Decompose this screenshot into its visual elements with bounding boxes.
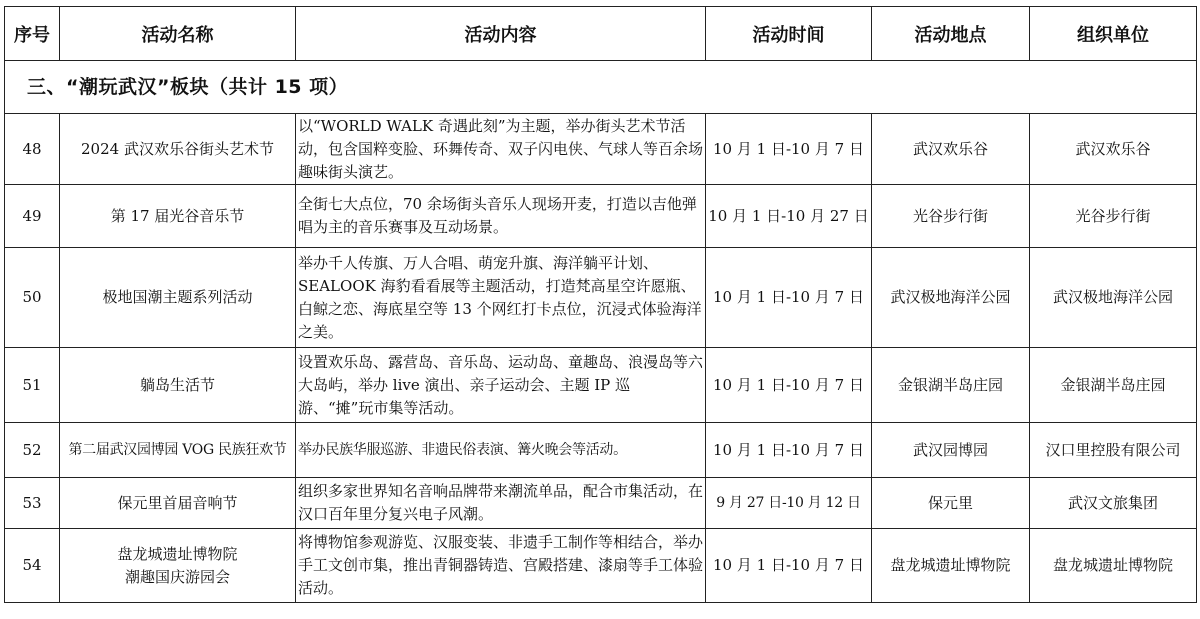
table-row	[5, 423, 1197, 478]
table-row	[5, 478, 1197, 529]
row-name	[60, 114, 296, 185]
row-place: 保元里	[872, 478, 1030, 529]
header-org: 组织单位	[1030, 7, 1197, 61]
row-num: 50	[5, 248, 60, 348]
header-num: 序号	[5, 7, 60, 61]
row-name-line: 第二届武汉园博园 VOG 民族狂欢节	[68, 441, 287, 458]
row-name	[60, 348, 296, 423]
row-content: 以“WORLD WALK 奇遇此刻”为主题，举办街头艺术节活动，包含国粹变脸、环舞传奇、双子闪电侠、气球人等百余场趣味街头演艺。	[296, 114, 706, 185]
row-org: 光谷步行街	[1030, 185, 1197, 248]
row-time: 10 月 1 日-10 月 7 日	[706, 423, 872, 478]
section-row	[5, 61, 1197, 114]
header-time: 活动时间	[706, 7, 872, 61]
row-content: 全街七大点位，70 余场街头音乐人现场开麦，打造以吉他弹唱为主的音乐赛事及互动场景。	[296, 185, 706, 248]
row-content: 举办千人传旗、万人合唱、萌宠升旗、海洋躺平计划、SEALOOK 海豹看看展等主题活动，打造梵高星空许愿瓶、白鲸之恋、海底星空等 13 个网红打卡点位，沉浸式体验海洋之美。	[296, 248, 706, 348]
header-row	[5, 7, 1197, 61]
row-org: 汉口里控股有限公司	[1030, 423, 1197, 478]
row-name-line: 盘龙城遗址博物院	[117, 544, 238, 563]
row-num: 48	[5, 114, 60, 185]
row-org: 金银湖半岛庄园	[1030, 348, 1197, 423]
row-org: 武汉欢乐谷	[1030, 114, 1197, 185]
row-num: 51	[5, 348, 60, 423]
row-name	[60, 185, 296, 248]
row-place: 武汉园博园	[872, 423, 1030, 478]
row-place: 光谷步行街	[872, 185, 1030, 248]
row-name-line: 第 17 届光谷音乐节	[110, 206, 245, 225]
table-row	[5, 185, 1197, 248]
row-name-line: 躺岛生活节	[139, 375, 215, 394]
header-name: 活动名称	[60, 7, 296, 61]
row-num: 53	[5, 478, 60, 529]
row-name-line: 保元里首届音响节	[117, 493, 238, 512]
table-row	[5, 529, 1197, 603]
row-place: 盘龙城遗址博物院	[872, 529, 1030, 603]
row-time: 10 月 1 日-10 月 27 日	[706, 185, 872, 248]
row-name-line: 2024 武汉欢乐谷街头艺术节	[81, 139, 274, 158]
row-num: 49	[5, 185, 60, 248]
row-name	[60, 478, 296, 529]
row-name	[60, 248, 296, 348]
row-name-line: 极地国潮主题系列活动	[102, 288, 253, 306]
row-org: 盘龙城遗址博物院	[1030, 529, 1197, 603]
row-place: 武汉极地海洋公园	[872, 248, 1030, 348]
row-time: 9 月 27 日-10 月 12 日	[706, 478, 872, 529]
header-place: 活动地点	[872, 7, 1030, 61]
row-time: 10 月 1 日-10 月 7 日	[706, 529, 872, 603]
section-title: 三、“潮玩武汉”板块（共计 15 项）	[5, 61, 1197, 114]
row-name-line: 潮趣国庆游园会	[124, 567, 230, 586]
row-place: 金银湖半岛庄园	[872, 348, 1030, 423]
row-time: 10 月 1 日-10 月 7 日	[706, 348, 872, 423]
row-num: 54	[5, 529, 60, 603]
table-row	[5, 248, 1197, 348]
row-org: 武汉文旅集团	[1030, 478, 1197, 529]
row-name	[60, 423, 296, 478]
row-name	[60, 529, 296, 603]
row-org: 武汉极地海洋公园	[1030, 248, 1197, 348]
header-content: 活动内容	[296, 7, 706, 61]
row-time: 10 月 1 日-10 月 7 日	[706, 114, 872, 185]
row-place: 武汉欢乐谷	[872, 114, 1030, 185]
row-num: 52	[5, 423, 60, 478]
table-row	[5, 348, 1197, 423]
row-content: 设置欢乐岛、露营岛、音乐岛、运动岛、童趣岛、浪漫岛等六大岛屿，举办 live 演出、亲子运动会、主题 IP 巡游、“摊”玩市集等活动。	[296, 348, 706, 423]
row-content: 组织多家世界知名音响品牌带来潮流单品，配合市集活动，在汉口百年里分复兴电子风潮。	[296, 478, 706, 529]
table-row	[5, 114, 1197, 185]
activity-table	[4, 6, 1197, 603]
row-time: 10 月 1 日-10 月 7 日	[706, 248, 872, 348]
row-content: 举办民族华服巡游、非遗民俗表演、篝火晚会等活动。	[296, 423, 706, 478]
row-content: 将博物馆参观游览、汉服变装、非遗手工制作等相结合，举办手工文创市集，推出青铜器铸造、宫殿搭建、漆扇等手工体验活动。	[296, 529, 706, 603]
